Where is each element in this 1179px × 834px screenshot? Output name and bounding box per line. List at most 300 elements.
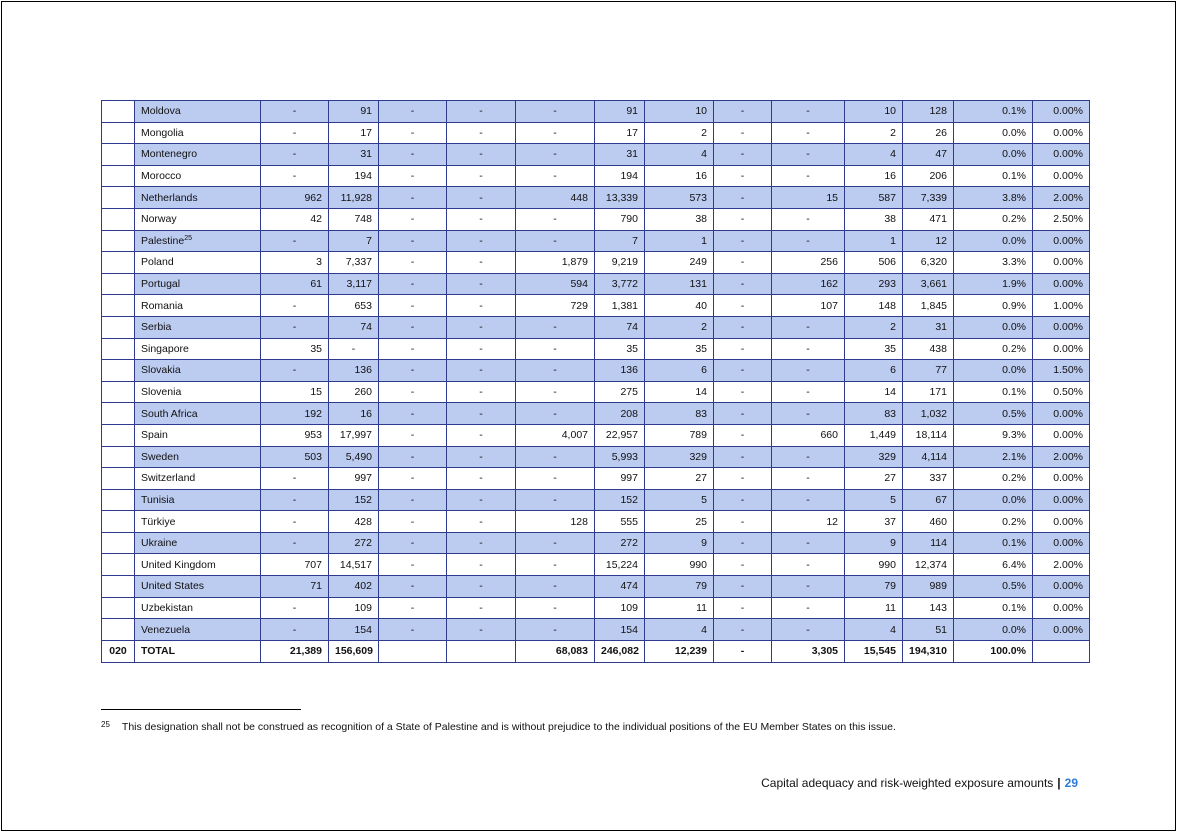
value-cell: 0.0% — [954, 122, 1033, 144]
value-cell: - — [772, 381, 845, 403]
value-cell: - — [379, 144, 447, 166]
value-cell: - — [714, 424, 772, 446]
value-cell: 77 — [903, 360, 954, 382]
value-cell: - — [447, 230, 516, 252]
value-cell: 789 — [645, 424, 714, 446]
value-cell: 11,928 — [329, 187, 379, 209]
value-cell: 38 — [645, 208, 714, 230]
country-name: Montenegro — [141, 148, 198, 161]
country-name: Slovakia — [141, 364, 181, 377]
footnote-text: This designation shall not be construed as recognition of a State of Palestine and is without prejudice to the individual positions of the EU Member States on this issue. — [121, 721, 896, 733]
country-name: Romania — [141, 299, 184, 312]
value-cell: 61 — [261, 273, 329, 295]
row-code-cell — [102, 511, 135, 533]
value-cell: 18,114 — [903, 424, 954, 446]
country-name-cell — [135, 619, 261, 641]
row-code-cell — [102, 144, 135, 166]
value-cell: 997 — [329, 468, 379, 490]
value-cell: 2.00% — [1033, 554, 1090, 576]
value-cell: 14 — [845, 381, 903, 403]
value-cell: - — [516, 316, 595, 338]
value-cell: 35 — [845, 338, 903, 360]
page-footer — [761, 776, 1078, 790]
country-name: Switzerland — [141, 472, 196, 485]
value-cell: 0.2% — [954, 511, 1033, 533]
row-code-cell — [102, 597, 135, 619]
value-cell: 35 — [645, 338, 714, 360]
value-cell: 10 — [645, 101, 714, 123]
value-cell: 0.00% — [1033, 273, 1090, 295]
value-cell: - — [714, 165, 772, 187]
value-cell: 16 — [645, 165, 714, 187]
table-row — [102, 576, 1090, 598]
value-cell: 0.00% — [1033, 619, 1090, 641]
value-cell: 0.1% — [954, 165, 1033, 187]
value-cell: 0.0% — [954, 230, 1033, 252]
value-cell: 136 — [329, 360, 379, 382]
row-code-cell — [102, 403, 135, 425]
value-cell: 653 — [329, 295, 379, 317]
value-cell: 10 — [845, 101, 903, 123]
value-cell: 91 — [329, 101, 379, 123]
value-cell: - — [261, 165, 329, 187]
country-name: Serbia — [141, 321, 172, 334]
value-cell: 0.00% — [1033, 489, 1090, 511]
value-cell: 953 — [261, 424, 329, 446]
table-row — [102, 511, 1090, 533]
value-cell: 38 — [845, 208, 903, 230]
value-cell: 15,224 — [595, 554, 645, 576]
value-cell: - — [379, 446, 447, 468]
total-value-cell: 21,389 — [261, 640, 329, 662]
value-cell: 136 — [595, 360, 645, 382]
country-name: South Africa — [141, 407, 198, 420]
value-cell: 1,032 — [903, 403, 954, 425]
value-cell: 0.0% — [954, 316, 1033, 338]
value-cell: 7 — [595, 230, 645, 252]
value-cell: - — [447, 273, 516, 295]
value-cell: 460 — [903, 511, 954, 533]
value-cell: 6 — [645, 360, 714, 382]
country-name: Venezuela — [141, 623, 191, 636]
country-name: Slovenia — [141, 386, 182, 399]
country-name-cell — [135, 468, 261, 490]
value-cell: - — [516, 597, 595, 619]
value-cell: - — [447, 468, 516, 490]
value-cell: 0.9% — [954, 295, 1033, 317]
country-name: United Kingdom — [141, 558, 216, 571]
value-cell: 1,381 — [595, 295, 645, 317]
value-cell: 0.00% — [1033, 424, 1090, 446]
value-cell: 0.50% — [1033, 381, 1090, 403]
table-row — [102, 554, 1090, 576]
value-cell: 0.00% — [1033, 101, 1090, 123]
value-cell: 748 — [329, 208, 379, 230]
value-cell: 12,374 — [903, 554, 954, 576]
country-name-cell — [135, 597, 261, 619]
value-cell: 3.3% — [954, 252, 1033, 274]
value-cell: 1.9% — [954, 273, 1033, 295]
value-cell: - — [516, 468, 595, 490]
total-value-cell — [379, 640, 447, 662]
value-cell: - — [379, 468, 447, 490]
value-cell: - — [379, 619, 447, 641]
country-name: Palestine — [141, 234, 185, 247]
total-label: TOTAL — [135, 640, 261, 662]
value-cell: 0.00% — [1033, 468, 1090, 490]
value-cell: - — [447, 144, 516, 166]
value-cell: 154 — [595, 619, 645, 641]
value-cell: - — [379, 511, 447, 533]
value-cell: 0.00% — [1033, 316, 1090, 338]
total-value-cell: 15,545 — [845, 640, 903, 662]
total-row — [102, 640, 1090, 662]
value-cell: 4 — [845, 144, 903, 166]
country-name-cell — [135, 101, 261, 123]
value-cell: - — [516, 576, 595, 598]
value-cell: 83 — [645, 403, 714, 425]
country-name-cell — [135, 360, 261, 382]
value-cell: - — [516, 554, 595, 576]
footnote-rule — [101, 709, 301, 710]
value-cell: 1 — [645, 230, 714, 252]
row-code-cell — [102, 295, 135, 317]
total-code: 020 — [102, 640, 135, 662]
value-cell: 0.00% — [1033, 403, 1090, 425]
value-cell: 0.00% — [1033, 532, 1090, 554]
value-cell: 40 — [645, 295, 714, 317]
country-name: Norway — [141, 213, 177, 226]
value-cell: 0.00% — [1033, 511, 1090, 533]
country-name-cell — [135, 230, 261, 252]
value-cell: - — [714, 316, 772, 338]
value-cell: 79 — [645, 576, 714, 598]
value-cell: 12 — [772, 511, 845, 533]
value-cell: 1,845 — [903, 295, 954, 317]
value-cell: 37 — [845, 511, 903, 533]
value-cell: - — [447, 101, 516, 123]
value-cell: - — [447, 208, 516, 230]
value-cell: 9.3% — [954, 424, 1033, 446]
row-code-cell — [102, 252, 135, 274]
value-cell: 12 — [903, 230, 954, 252]
value-cell: - — [379, 381, 447, 403]
value-cell: 74 — [595, 316, 645, 338]
country-name: Morocco — [141, 170, 182, 183]
value-cell: 83 — [845, 403, 903, 425]
country-name-cell — [135, 144, 261, 166]
value-cell: - — [714, 273, 772, 295]
value-cell: 4,007 — [516, 424, 595, 446]
value-cell: 162 — [772, 273, 845, 295]
value-cell: 438 — [903, 338, 954, 360]
value-cell: 206 — [903, 165, 954, 187]
value-cell: - — [261, 597, 329, 619]
value-cell: - — [447, 316, 516, 338]
value-cell: - — [772, 576, 845, 598]
value-cell: - — [379, 554, 447, 576]
value-cell: 0.2% — [954, 338, 1033, 360]
row-code-cell — [102, 424, 135, 446]
table-row — [102, 619, 1090, 641]
country-name: Moldova — [141, 105, 181, 118]
value-cell: 6 — [845, 360, 903, 382]
value-cell: 7 — [329, 230, 379, 252]
value-cell: 79 — [845, 576, 903, 598]
value-cell: - — [772, 619, 845, 641]
value-cell: 1.50% — [1033, 360, 1090, 382]
value-cell: - — [447, 165, 516, 187]
country-name: Uzbekistan — [141, 601, 193, 614]
table-row — [102, 122, 1090, 144]
table-row — [102, 165, 1090, 187]
value-cell: - — [379, 489, 447, 511]
value-cell: - — [714, 403, 772, 425]
total-value-cell: 12,239 — [645, 640, 714, 662]
value-cell: 990 — [845, 554, 903, 576]
row-code-cell — [102, 619, 135, 641]
value-cell: 990 — [645, 554, 714, 576]
value-cell: - — [447, 446, 516, 468]
value-cell: 7,337 — [329, 252, 379, 274]
row-code-cell — [102, 230, 135, 252]
value-cell: 4,114 — [903, 446, 954, 468]
value-cell: - — [447, 187, 516, 209]
value-cell: 448 — [516, 187, 595, 209]
table-row — [102, 403, 1090, 425]
value-cell: - — [379, 122, 447, 144]
value-cell: 0.5% — [954, 403, 1033, 425]
value-cell: 329 — [845, 446, 903, 468]
country-name-cell — [135, 381, 261, 403]
value-cell: 109 — [329, 597, 379, 619]
country-name: Tunisia — [141, 493, 175, 506]
total-value-cell: 246,082 — [595, 640, 645, 662]
value-cell: - — [772, 360, 845, 382]
value-cell: - — [261, 316, 329, 338]
value-cell: 0.00% — [1033, 576, 1090, 598]
value-cell: 471 — [903, 208, 954, 230]
value-cell: 7,339 — [903, 187, 954, 209]
value-cell: 5,490 — [329, 446, 379, 468]
value-cell: - — [516, 446, 595, 468]
value-cell: - — [714, 381, 772, 403]
value-cell: 6,320 — [903, 252, 954, 274]
footnote — [101, 720, 896, 733]
value-cell: - — [714, 230, 772, 252]
value-cell: - — [379, 252, 447, 274]
value-cell: 11 — [845, 597, 903, 619]
value-cell: - — [379, 208, 447, 230]
country-exposure-table — [101, 100, 1090, 663]
table-row — [102, 316, 1090, 338]
value-cell: - — [447, 597, 516, 619]
value-cell: - — [516, 101, 595, 123]
value-cell: - — [261, 619, 329, 641]
value-cell: 293 — [845, 273, 903, 295]
value-cell: 17,997 — [329, 424, 379, 446]
value-cell: - — [714, 511, 772, 533]
table-row — [102, 208, 1090, 230]
value-cell: - — [261, 468, 329, 490]
value-cell: - — [379, 165, 447, 187]
value-cell: 474 — [595, 576, 645, 598]
value-cell: 27 — [845, 468, 903, 490]
value-cell: - — [447, 424, 516, 446]
country-name: Portugal — [141, 278, 181, 291]
value-cell: 0.2% — [954, 468, 1033, 490]
value-cell: - — [714, 338, 772, 360]
value-cell: - — [516, 230, 595, 252]
value-cell: 114 — [903, 532, 954, 554]
value-cell: 1.00% — [1033, 295, 1090, 317]
row-code-cell — [102, 208, 135, 230]
value-cell: - — [379, 576, 447, 598]
table-row — [102, 597, 1090, 619]
value-cell: 1 — [845, 230, 903, 252]
value-cell: - — [516, 381, 595, 403]
row-code-cell — [102, 468, 135, 490]
value-cell: - — [772, 230, 845, 252]
value-cell: - — [772, 208, 845, 230]
value-cell: - — [379, 597, 447, 619]
country-name: Ukraine — [141, 537, 178, 550]
value-cell: 208 — [595, 403, 645, 425]
value-cell: - — [772, 338, 845, 360]
table-row — [102, 381, 1090, 403]
value-cell: 2 — [845, 316, 903, 338]
value-cell: 660 — [772, 424, 845, 446]
value-cell: - — [447, 295, 516, 317]
value-cell: 272 — [329, 532, 379, 554]
value-cell: - — [261, 360, 329, 382]
value-cell: 35 — [261, 338, 329, 360]
country-name-cell — [135, 338, 261, 360]
value-cell: - — [772, 468, 845, 490]
value-cell: - — [261, 295, 329, 317]
value-cell: - — [516, 489, 595, 511]
value-cell: - — [447, 381, 516, 403]
value-cell: - — [772, 122, 845, 144]
country-name-cell — [135, 403, 261, 425]
value-cell: 275 — [595, 381, 645, 403]
value-cell: 260 — [329, 381, 379, 403]
value-cell: - — [714, 360, 772, 382]
table-row — [102, 187, 1090, 209]
footnote-number: 25 — [101, 720, 110, 729]
country-name: Sweden — [141, 450, 179, 463]
value-cell: 5 — [645, 489, 714, 511]
value-cell: 152 — [329, 489, 379, 511]
value-cell: 962 — [261, 187, 329, 209]
footer-separator: | — [1057, 776, 1061, 790]
value-cell: 997 — [595, 468, 645, 490]
country-name: Poland — [141, 256, 174, 269]
value-cell: - — [772, 165, 845, 187]
value-cell: - — [447, 576, 516, 598]
value-cell: - — [516, 532, 595, 554]
value-cell: 0.00% — [1033, 122, 1090, 144]
value-cell: - — [447, 554, 516, 576]
value-cell: 790 — [595, 208, 645, 230]
value-cell: - — [714, 619, 772, 641]
table-row — [102, 295, 1090, 317]
value-cell: - — [516, 338, 595, 360]
value-cell: 5 — [845, 489, 903, 511]
table-row — [102, 446, 1090, 468]
value-cell: 9 — [645, 532, 714, 554]
table-row — [102, 338, 1090, 360]
country-name-cell — [135, 489, 261, 511]
value-cell: - — [714, 101, 772, 123]
value-cell: 17 — [329, 122, 379, 144]
value-cell: 2.00% — [1033, 446, 1090, 468]
table-row — [102, 144, 1090, 166]
value-cell: - — [772, 489, 845, 511]
value-cell: 14,517 — [329, 554, 379, 576]
value-cell: 0.1% — [954, 101, 1033, 123]
value-cell: 503 — [261, 446, 329, 468]
country-name-cell — [135, 252, 261, 274]
value-cell: - — [261, 144, 329, 166]
country-name-cell — [135, 532, 261, 554]
value-cell: - — [447, 360, 516, 382]
country-name-cell — [135, 273, 261, 295]
value-cell: 26 — [903, 122, 954, 144]
row-code-cell — [102, 165, 135, 187]
value-cell: 0.0% — [954, 360, 1033, 382]
value-cell: 0.00% — [1033, 252, 1090, 274]
value-cell: 506 — [845, 252, 903, 274]
value-cell: 587 — [845, 187, 903, 209]
value-cell: - — [261, 532, 329, 554]
value-cell: 31 — [595, 144, 645, 166]
value-cell: 402 — [329, 576, 379, 598]
value-cell: 329 — [645, 446, 714, 468]
table-row — [102, 101, 1090, 123]
value-cell: 0.1% — [954, 597, 1033, 619]
value-cell: - — [379, 532, 447, 554]
value-cell: 17 — [595, 122, 645, 144]
value-cell: 707 — [261, 554, 329, 576]
value-cell: 35 — [595, 338, 645, 360]
value-cell: - — [329, 338, 379, 360]
value-cell: - — [772, 144, 845, 166]
value-cell: 3,117 — [329, 273, 379, 295]
value-cell: 0.0% — [954, 489, 1033, 511]
value-cell: - — [261, 511, 329, 533]
value-cell: - — [714, 597, 772, 619]
row-code-cell — [102, 532, 135, 554]
value-cell: - — [714, 532, 772, 554]
value-cell: 0.00% — [1033, 230, 1090, 252]
value-cell: 555 — [595, 511, 645, 533]
value-cell: 128 — [903, 101, 954, 123]
row-code-cell — [102, 576, 135, 598]
value-cell: 0.0% — [954, 144, 1033, 166]
value-cell: - — [379, 360, 447, 382]
row-code-cell — [102, 489, 135, 511]
value-cell: 154 — [329, 619, 379, 641]
value-cell: - — [772, 403, 845, 425]
value-cell: - — [447, 403, 516, 425]
value-cell: 131 — [645, 273, 714, 295]
value-cell: - — [447, 338, 516, 360]
value-cell: 51 — [903, 619, 954, 641]
value-cell: 47 — [903, 144, 954, 166]
value-cell: 0.5% — [954, 576, 1033, 598]
row-code-cell — [102, 446, 135, 468]
